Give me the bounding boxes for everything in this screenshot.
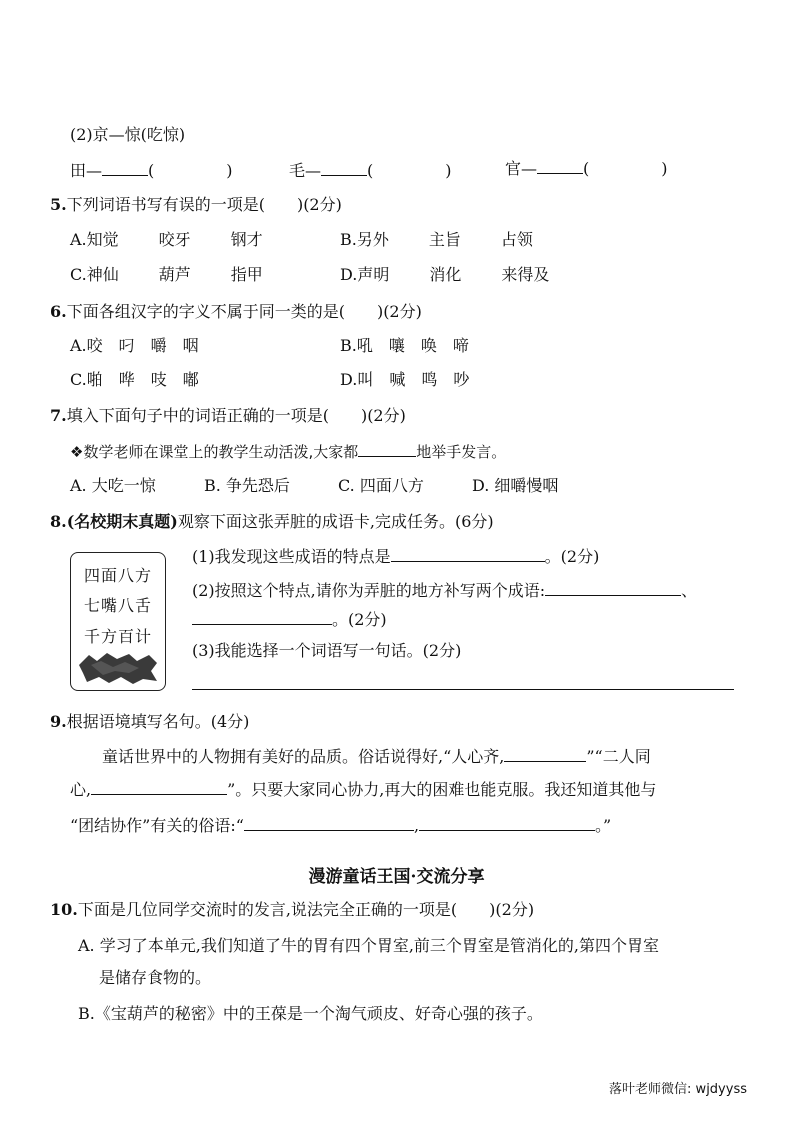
dirty-smudge-icon [77, 651, 159, 685]
answer-blank[interactable] [244, 814, 414, 831]
q6-option-b[interactable] [340, 335, 469, 357]
q9-line1 [102, 745, 651, 768]
q7-option-c[interactable]: C. 四面八方 [338, 476, 424, 495]
q9-text: 童话世界中的人物拥有美好的品质。俗话说得好,“人心齐, [102, 747, 505, 766]
q4-item-2 [289, 159, 452, 182]
option-char: 嚼 [150, 336, 167, 355]
separator: 、 [681, 581, 698, 600]
q8-task3: (3)我能选择一个词语写一句话。(2分) [192, 641, 462, 660]
paren-left: ( [583, 159, 590, 178]
option-label: D. [340, 265, 358, 284]
option-char: 咽 [182, 336, 199, 355]
option-char: 咬 [86, 336, 103, 355]
answer-blank[interactable] [419, 814, 595, 831]
q8-prompt [50, 511, 494, 533]
sentence-before: ❖数学老师在课堂上的教学生动活泼,大家都 [70, 443, 359, 461]
option-char: 吵 [453, 370, 470, 389]
q7-option-b[interactable]: B. 争先恐后 [204, 476, 290, 495]
option-word: 来得及 [501, 265, 550, 284]
q9-prompt [50, 711, 249, 733]
q9-text: 。” [595, 816, 612, 835]
q9-text: , [413, 816, 420, 835]
option-word: 钢才 [230, 230, 263, 249]
option-char: 嘟 [182, 370, 199, 389]
paren-right: ) [661, 159, 668, 178]
answer-blank[interactable] [91, 778, 227, 795]
question-number: 8. [50, 512, 67, 531]
question-text: 根据语境填写名句。(4分) [66, 712, 250, 731]
paren-left: ( [367, 161, 374, 180]
q9-text: ”“二人同 [586, 747, 651, 766]
option-char: 哗 [118, 370, 135, 389]
answer-blank[interactable] [102, 159, 148, 176]
option-char: 吼 [356, 336, 373, 355]
q4-sub2: (2)京—惊(吃惊) [70, 125, 186, 144]
q4-item-char: 田— [70, 161, 103, 180]
card-word: 四面八方 [83, 566, 152, 585]
answer-blank[interactable] [358, 440, 416, 457]
footer-watermark: 落叶老师微信: wjdyyss [609, 1082, 747, 1097]
q6-option-a[interactable] [70, 335, 199, 357]
q5-option-c[interactable] [70, 264, 263, 286]
answer-blank[interactable] [504, 745, 586, 762]
q4-item-char: 官— [505, 159, 538, 178]
q9-text: 心, [70, 780, 92, 799]
paren-left: ( [148, 161, 155, 180]
answer-blank[interactable] [545, 579, 681, 596]
task-score: 。(2分) [544, 547, 600, 566]
option-label: C. [70, 370, 87, 389]
option-word: 占领 [500, 230, 533, 249]
option-label: B. [340, 336, 357, 355]
option-label: C. [70, 265, 87, 284]
q6-prompt [50, 301, 422, 323]
option-char: 叼 [118, 336, 135, 355]
question-text: 下面各组汉字的字义不属于同一类的是( )(2分) [66, 302, 422, 321]
task-score: 。(2分) [332, 610, 387, 629]
question-text: 填入下面句子中的词语正确的一项是( )(2分) [66, 406, 406, 425]
option-word: 知觉 [86, 230, 119, 249]
option-char: 叫 [357, 370, 374, 389]
option-word: 咬牙 [158, 230, 191, 249]
q10-option-b[interactable]: B.《宝葫芦的秘密》中的王葆是一个淘气顽皮、好奇心强的孩子。 [78, 1004, 543, 1023]
q9-text: ”。只要大家同心协力,再大的困难也能克服。我还知道其他与 [227, 780, 657, 799]
q10-option-a[interactable]: A. 学习了本单元,我们知道了牛的胃有四个胃室,前三个胃室是管消化的,第四个胃室 [78, 936, 659, 955]
option-char: 鸣 [421, 370, 438, 389]
answer-line[interactable] [192, 689, 734, 690]
option-word: 指甲 [230, 265, 263, 284]
question-number: 10. [50, 900, 78, 919]
question-number: 5. [50, 195, 67, 214]
answer-blank[interactable] [537, 157, 583, 174]
question-number: 7. [50, 406, 67, 425]
option-word: 声明 [357, 265, 390, 284]
sentence-after: 地举手发言。 [416, 443, 507, 461]
option-label: D. [340, 370, 358, 389]
card-word: 千方百计 [83, 627, 152, 646]
q7-option-d[interactable]: D. 细嚼慢咽 [472, 476, 559, 495]
q7-prompt [50, 405, 406, 427]
q4-item-char: 毛— [289, 161, 322, 180]
q9-line2 [70, 778, 656, 801]
q8-task1 [192, 545, 599, 568]
q4-item-3 [505, 157, 668, 180]
option-word: 神仙 [86, 265, 119, 284]
option-label: B. [340, 230, 357, 249]
answer-blank[interactable] [321, 159, 367, 176]
option-label: A. [70, 230, 87, 249]
q10-prompt [50, 899, 534, 921]
q4-item-1 [70, 159, 233, 182]
option-word: 消化 [429, 265, 462, 284]
task-text: (1)我发现这些成语的特点是 [192, 547, 391, 566]
q5-option-a[interactable] [70, 229, 263, 251]
paren-right: ) [226, 161, 233, 180]
question-number: 9. [50, 712, 67, 731]
option-char: 喊 [389, 370, 406, 389]
q7-options [70, 475, 558, 497]
question-text: 下面是几位同学交流时的发言,说法完全正确的一项是( )(2分) [77, 900, 535, 919]
option-label: A. [70, 336, 87, 355]
option-char: 啪 [86, 370, 103, 389]
question-number: 6. [50, 302, 67, 321]
q5-option-b[interactable] [340, 229, 533, 251]
q7-sentence [70, 440, 506, 463]
option-char: 嚷 [388, 336, 405, 355]
idiom-card [70, 552, 166, 691]
paren-right: ) [445, 161, 452, 180]
option-char: 唤 [420, 336, 437, 355]
option-word: 主旨 [428, 230, 461, 249]
option-char: 啼 [452, 336, 469, 355]
option-word: 葫芦 [158, 265, 191, 284]
q8-task2 [192, 579, 697, 602]
question-text: 下列词语书写有误的一项是( )(2分) [66, 195, 342, 214]
question-text: 观察下面这张弄脏的成语卡,完成任务。(6分) [177, 512, 494, 531]
q6-option-d[interactable] [340, 369, 469, 391]
task-text: (2)按照这个特点,请你为弄脏的地方补写两个成语: [192, 581, 546, 600]
option-char: 吱 [150, 370, 167, 389]
q8-task2-cont [192, 608, 387, 631]
q10-option-a-cont: 是储存食物的。 [99, 968, 212, 987]
q5-option-d[interactable] [340, 264, 549, 286]
q9-text: “团结协作”有关的俗语:“ [70, 816, 244, 835]
card-word: 七嘴八舌 [83, 596, 152, 615]
q9-line3 [70, 814, 611, 837]
option-word: 另外 [356, 230, 389, 249]
q5-prompt [50, 194, 342, 216]
question-tag: (名校期末真题) [66, 512, 178, 531]
section-title: 漫游童话王国·交流分享 [308, 867, 485, 887]
answer-blank[interactable] [391, 545, 545, 562]
answer-blank[interactable] [192, 608, 332, 625]
q6-option-c[interactable] [70, 369, 199, 391]
q7-option-a[interactable]: A. 大吃一惊 [70, 476, 156, 495]
